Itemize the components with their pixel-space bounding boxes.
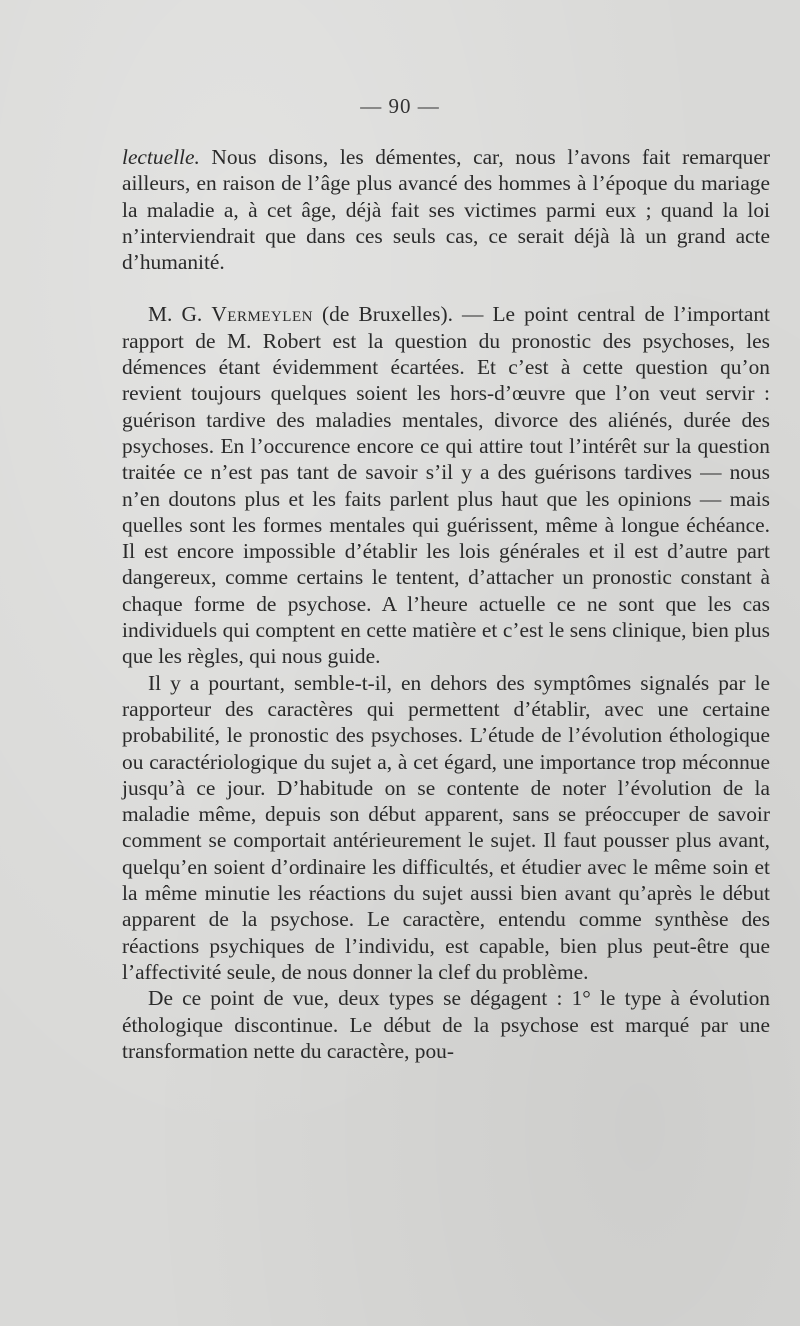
page-number: — 90 — (360, 94, 440, 118)
paragraph-3: Il y a pourtant, semble-t-il, en dehors des symptômes signalés par le rapporteur des caractères qui permettent d’établir, avec une certaine probabilité, le pronostic des psychoses. L’étude de l’évolution éthologique ou caractériologique du sujet a, à cet égard, une importance trop méconnue jusqu’à ce jour. D’habitude on se contente de noter l’évolution de la maladie même, depuis son début apparent, sans se préoccuper de savoir comment se comportait antérieurement le sujet. Il faut pousser plus avant, quelqu’en soient d’ordinaire les difficultés, et étudier avec le même soin et la même minutie les réactions du sujet aussi bien avant qu’après le début apparent de la psychose. Le caractère, entendu comme synthèse des réactions psychiques de l’individu, est capable, bien plus peut-être que l’affectivité seule, de nous donner la clef du problème. (122, 670, 770, 984)
paragraph-4: De ce point de vue, deux types se dégagent : 1° le type à évolution éthologique discontinue. Le début de la psychose est marqué par une transformation nette du caractère, pou- (122, 986, 770, 1063)
paragraph-continuation (122, 144, 770, 275)
paragraph-2-text: (de Bruxelles). — Le point central de l’important rapport de M. Robert est la question du pronostic des psychoses, les démences étant évidemment écartées. Et c’est à cette question qu’on revient toujours quelques soient les hors-d’œuvre que l’on veut servir : guérison tardive des maladies mentales, divorce des aliénés, durée des psychoses. En l’occurence encore ce qui attire tout l’intérêt sur la question traitée ce n’est pas tant de savoir s’il y a des guérisons tardives — nous n’en doutons plus et les faits parlent plus haut que les opinions — mais quelles sont les formes mentales qui guérissent, même à longue échéance. Il est encore impossible d’établir les lois générales et il est d’autre part dangereux, comme certains le tentent, d’attacher un pronostic constant à chaque forme de psychose. A l’heure actuelle ce ne sont que les cas individuels qui comptent en cette matière et c’est le sens clinique, bien plus que les règles, qui nous guide. (122, 302, 771, 669)
paragraph-vermeylen (122, 301, 770, 669)
italic-word-lectuelle: lectuelle. (122, 145, 200, 169)
paragraph-1-text: Nous disons, les démentes, car, nous l’avons fait remarquer ailleurs, en raison de l’âge plus avancé des hommes à l’époque du mariage la maladie a, à cet âge, déjà fait ses victimes parmi eux ; quand la loi n’interviendrait que dans ces seuls cas, ce serait déjà là un grand acte d’humanité. (122, 145, 770, 275)
speaker-name: Vermeylen (211, 302, 313, 327)
speaker-prefix: M. G. (148, 302, 212, 327)
body-text (122, 144, 770, 1064)
